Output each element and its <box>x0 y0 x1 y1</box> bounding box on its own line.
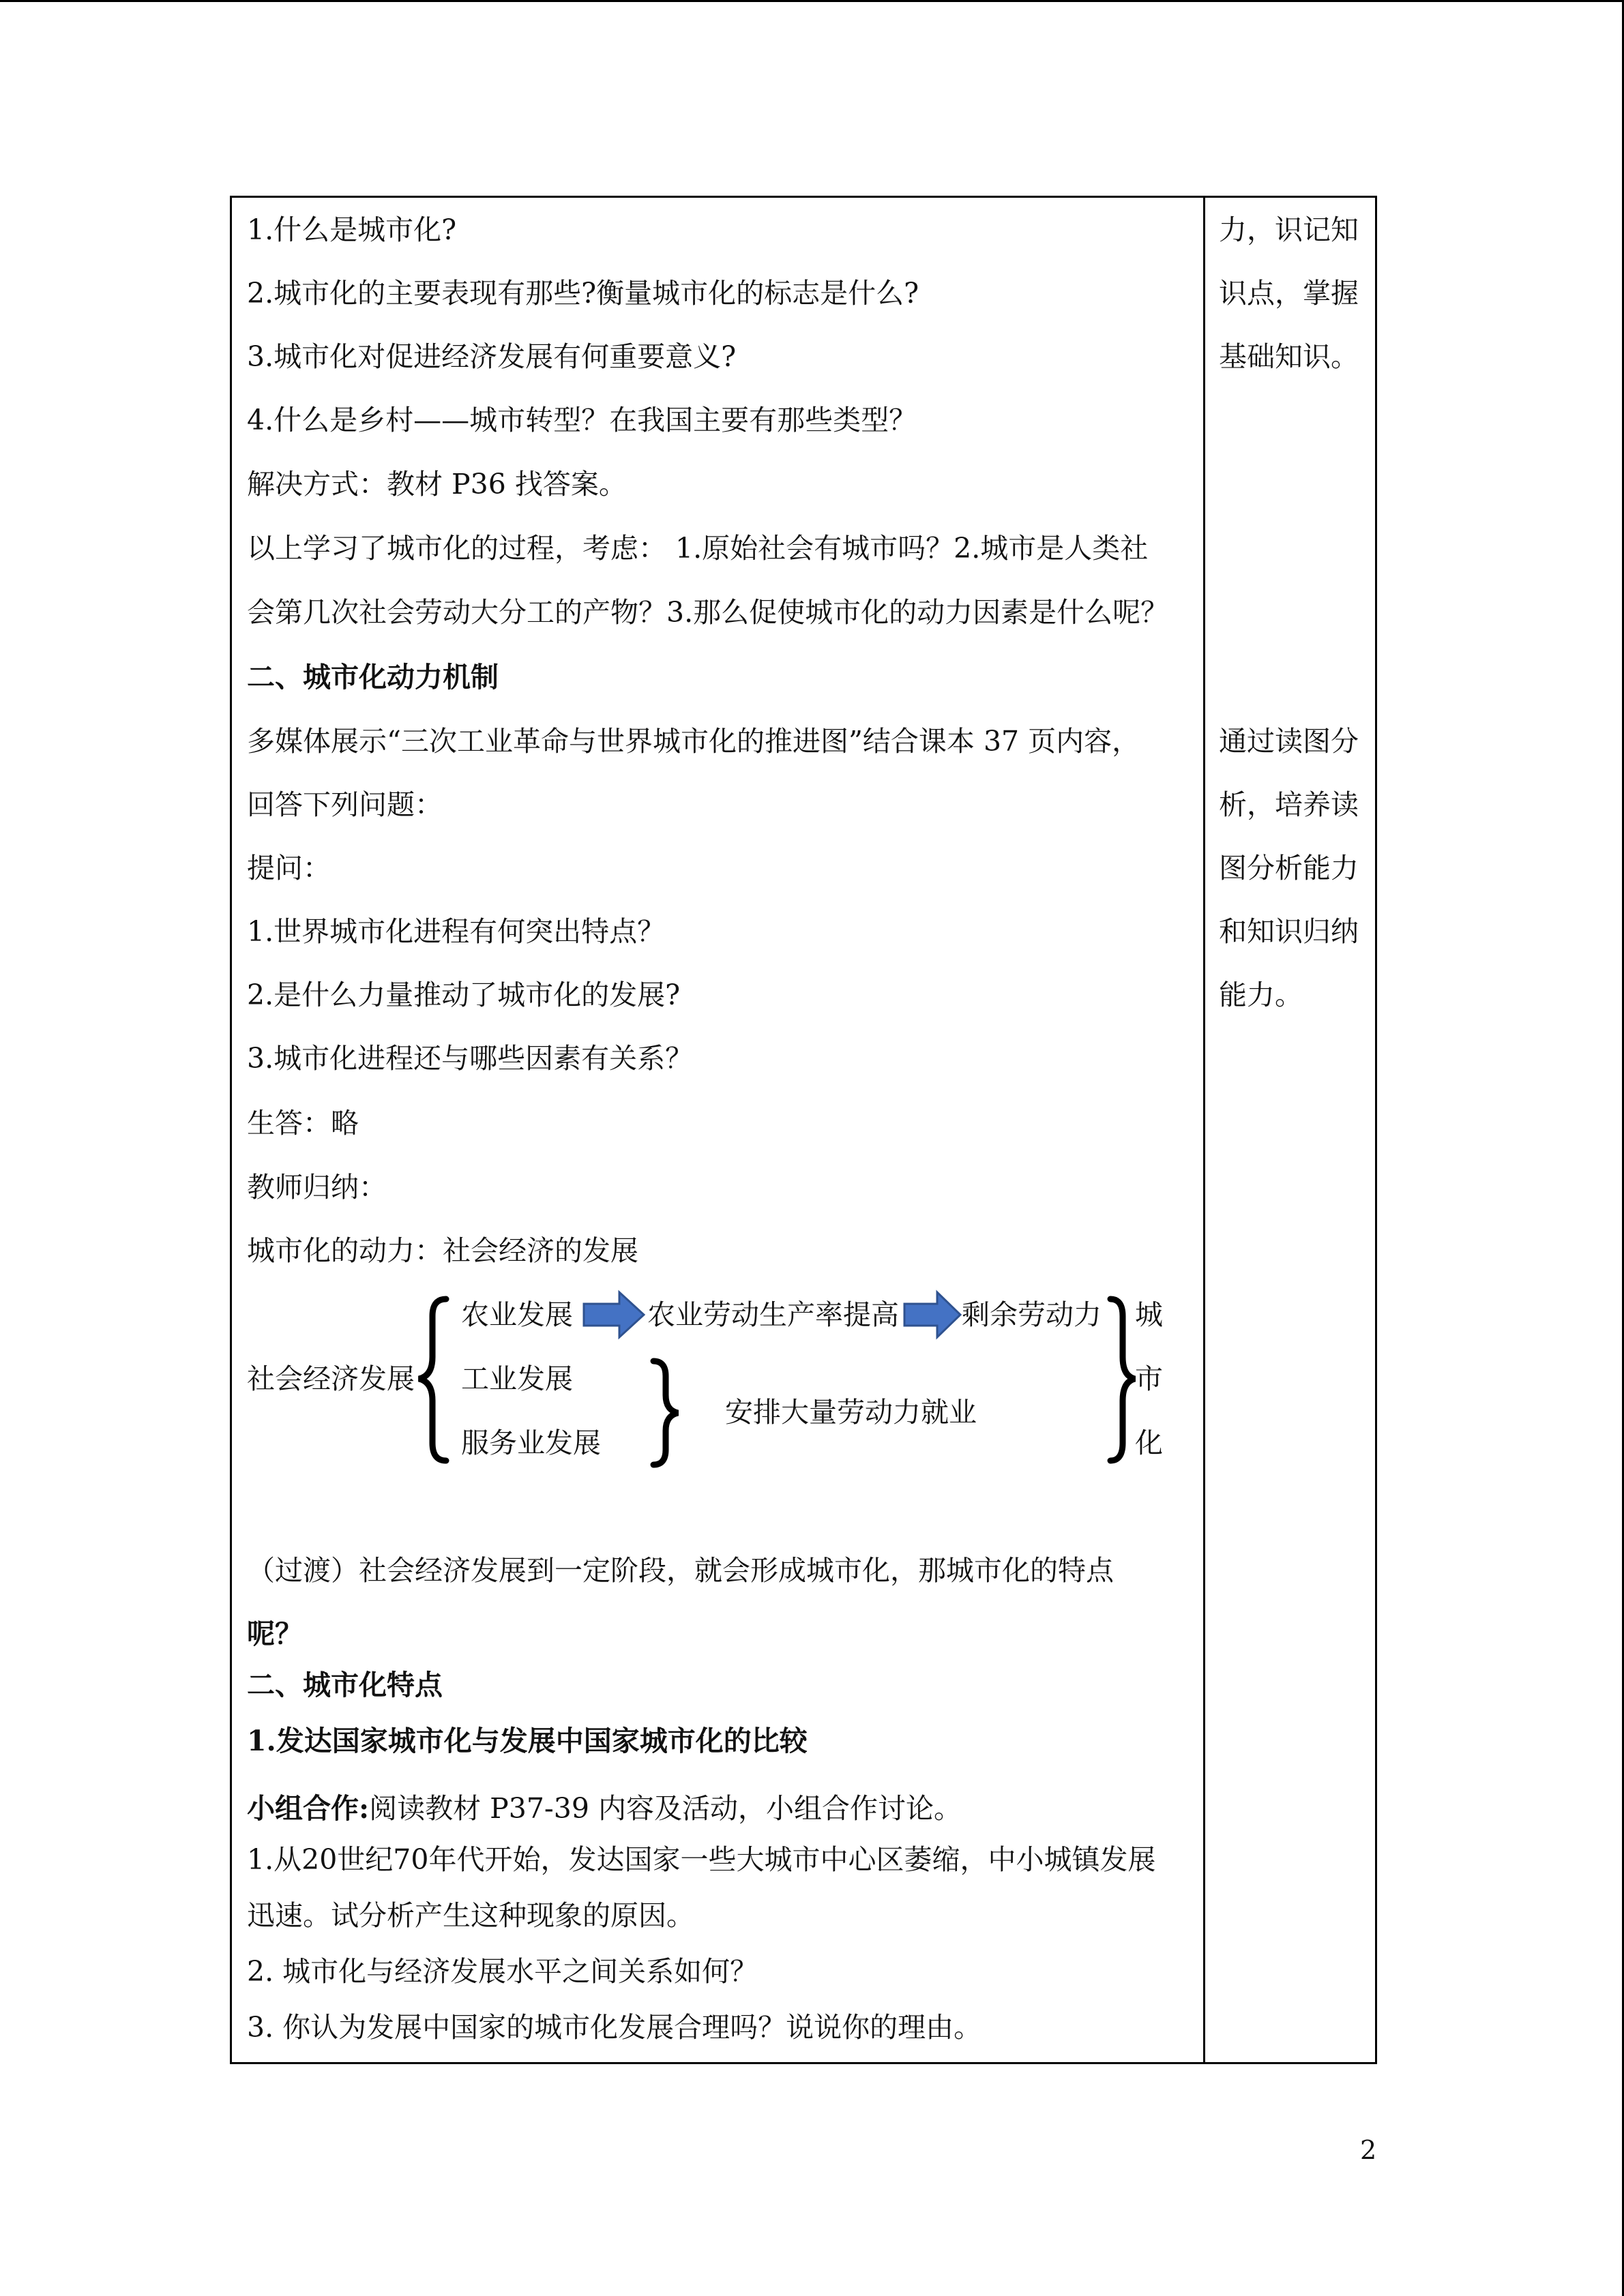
page-number: 2 <box>1360 2135 1377 2165</box>
urbanization-driver: 城市化的动力：社会经济的发展 <box>247 1234 638 1267</box>
column-divider <box>1203 196 1205 2064</box>
discussion-question-3: 3. 你认为发展中国家的城市化发展合理吗？说说你的理由。 <box>247 2011 982 2044</box>
side-note-mid-5: 能力。 <box>1219 979 1303 1011</box>
transition-line-1: （过渡）社会经济发展到一定阶段，就会形成城市化，那城市化的特点 <box>247 1554 1114 1587</box>
discussion-question-1-line-2: 迅速。试分析产生这种现象的原因。 <box>247 1899 694 1932</box>
multimedia-line-1: 多媒体展示“三次工业革命与世界城市化的推进图”结合课本 37 页内容， <box>247 725 1140 758</box>
multimedia-line-2: 回答下列问题： <box>247 788 443 821</box>
question-4: 4.什么是乡村——城市转型？在我国主要有那些类型？ <box>247 404 917 436</box>
question-1: 1.什么是城市化? <box>247 213 457 246</box>
diagram-urbanization-char-2: 市 <box>1135 1362 1163 1395</box>
prompt-question-3: 3.城市化进程还与哪些因素有关系？ <box>247 1042 694 1075</box>
group-work-line <box>247 1791 962 1825</box>
side-note-mid-2: 析，培养读 <box>1219 788 1359 821</box>
discussion-question-2: 2. 城市化与经济发展水平之间关系如何？ <box>247 1955 758 1988</box>
side-note-top-1: 力，识记知 <box>1219 213 1359 246</box>
side-note-mid-1: 通过读图分 <box>1219 725 1359 758</box>
side-note-top-2: 识点，掌握 <box>1219 277 1359 310</box>
group-work-label: 小组合作: <box>247 1792 370 1825</box>
diagram-services: 服务业发展 <box>461 1427 601 1459</box>
comparison-heading: 1.发达国家城市化与发展中国家城市化的比较 <box>247 1725 808 1757</box>
diagram-urbanization-char-1: 城 <box>1135 1298 1163 1331</box>
side-note-top-3: 基础知识。 <box>1219 340 1359 373</box>
group-work-text: 阅读教材 P37-39 内容及活动，小组合作讨论。 <box>369 1792 962 1825</box>
diagram-urbanization-char-3: 化 <box>1135 1427 1163 1459</box>
side-note-mid-3: 图分析能力 <box>1219 852 1359 884</box>
prompt-question-1: 1.世界城市化进程有何突出特点？ <box>247 915 666 948</box>
reflection-line-1: 以上学习了城市化的过程，考虑： 1.原始社会有城市吗？2.城市是人类社 <box>247 532 1149 565</box>
diagram-surplus-labor: 剩余劳动力 <box>962 1298 1102 1331</box>
transition-line-2: 呢？ <box>247 1617 303 1650</box>
teacher-summary-label: 教师归纳： <box>247 1171 387 1204</box>
question-2: 2.城市化的主要表现有那些?衡量城市化的标志是什么? <box>247 277 919 310</box>
diagram-agriculture: 农业发展 <box>461 1298 573 1331</box>
section-heading-dynamics: 二、城市化动力机制 <box>247 661 499 694</box>
diagram-root: 社会经济发展 <box>247 1362 415 1395</box>
section-heading-features: 二、城市化特点 <box>247 1669 443 1701</box>
page-top-border <box>0 0 1624 2</box>
discussion-question-1-line-1: 1.从20世纪70年代开始，发达国家一些大城市中心区萎缩，中小城镇发展 <box>247 1843 1156 1876</box>
prompt-question-2: 2.是什么力量推动了城市化的发展? <box>247 979 681 1011</box>
diagram-industry: 工业发展 <box>461 1362 573 1395</box>
question-3: 3.城市化对促进经济发展有何重要意义? <box>247 340 737 373</box>
side-note-mid-4: 和知识归纳 <box>1219 915 1359 948</box>
prompt-label: 提问： <box>247 852 331 884</box>
reflection-line-2: 会第几次社会劳动大分工的产物？3.那么促使城市化的动力因素是什么呢？ <box>247 596 1169 629</box>
student-answer: 生答：略 <box>247 1107 359 1139</box>
diagram-employment: 安排大量劳动力就业 <box>725 1396 977 1429</box>
diagram-productivity: 农业劳动生产率提高 <box>647 1298 899 1331</box>
solution-method: 解决方式：教材 P36 找答案。 <box>247 468 627 501</box>
